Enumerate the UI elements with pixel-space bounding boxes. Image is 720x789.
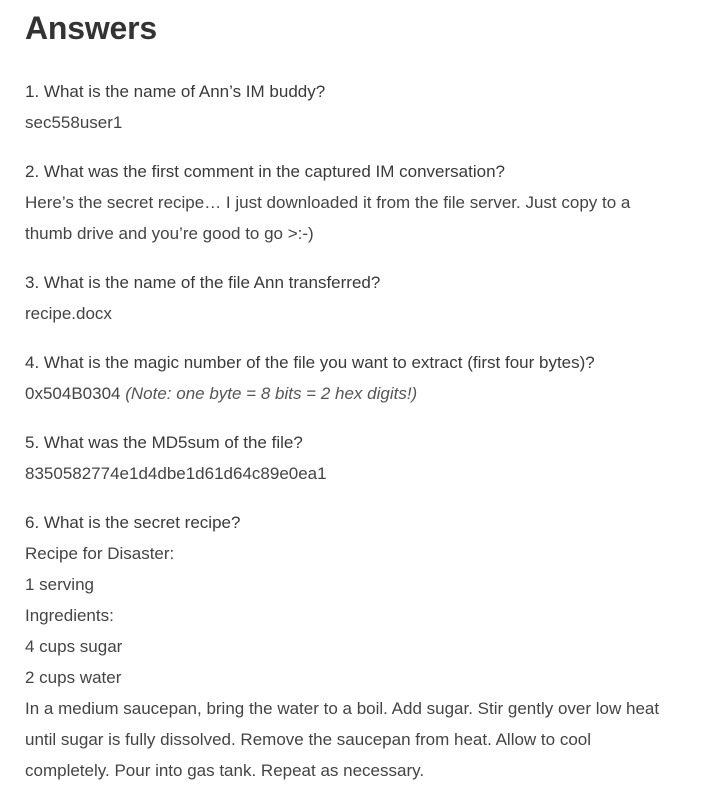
answer-4-note: (Note: one byte = 8 bits = 2 hex digits!) — [125, 384, 418, 403]
question-3: 3. What is the name of the file Ann transferred? — [25, 273, 381, 292]
answer-6-line-3: Ingredients: — [25, 606, 114, 625]
question-5: 5. What was the MD5sum of the file? — [25, 433, 303, 452]
answer-2-line-1: Here’s the secret recipe… I just downloaded it from the file server. Just copy to a — [25, 193, 631, 212]
qa-item-5 — [25, 427, 695, 489]
qa-item-6 — [25, 507, 695, 786]
answer-6-line-8: completely. Pour into gas tank. Repeat as necessary. — [25, 761, 425, 780]
answer-6-line-1: Recipe for Disaster: — [25, 544, 175, 563]
answer-6-line-6: In a medium saucepan, bring the water to a boil. Add sugar. Stir gently over low heat — [25, 699, 660, 718]
answer-6-line-7: until sugar is fully dissolved. Remove the saucepan from heat. Allow to cool — [25, 730, 592, 749]
answer-4: 0x504B0304 — [25, 384, 121, 403]
qa-item-3 — [25, 267, 695, 329]
question-6: 6. What is the secret recipe? — [25, 513, 241, 532]
qa-item-4 — [25, 347, 695, 409]
question-1: 1. What is the name of Ann’s IM buddy? — [25, 82, 326, 101]
answer-6-line-2: 1 serving — [25, 575, 94, 594]
answer-3: recipe.docx — [25, 304, 112, 323]
qa-item-1 — [25, 76, 695, 138]
answer-4-line — [25, 378, 695, 409]
page-title: Answers — [25, 10, 157, 46]
qa-item-2 — [25, 156, 695, 249]
answer-2-line-2: thumb drive and you’re good to go >:-) — [25, 224, 314, 243]
answer-6-line-4: 4 cups sugar — [25, 637, 123, 656]
question-4: 4. What is the magic number of the file you want to extract (first four bytes)? — [25, 353, 595, 372]
answer-6-line-5: 2 cups water — [25, 668, 122, 687]
question-2: 2. What was the first comment in the captured IM conversation? — [25, 162, 505, 181]
answer-5: 8350582774e1d4dbe1d61d64c89e0ea1 — [25, 464, 327, 483]
answer-1: sec558user1 — [25, 113, 123, 132]
